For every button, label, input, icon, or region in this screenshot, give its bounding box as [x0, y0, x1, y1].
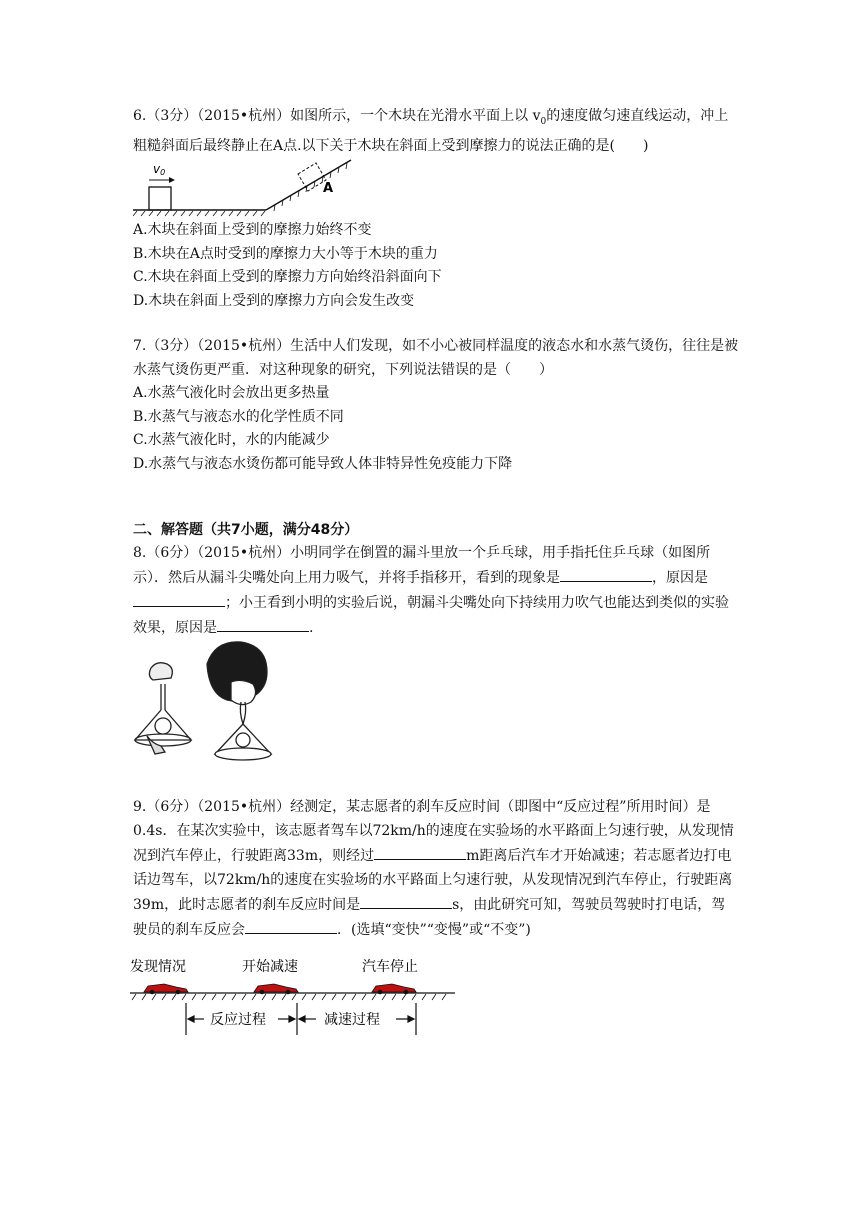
label-car-stopped: 汽车停止 [362, 959, 418, 975]
label-deceleration-process: 减速过程 [324, 1012, 380, 1028]
q6-option-a[interactable]: A.木块在斜面上受到的摩擦力始终不变 [133, 222, 372, 238]
label-found-situation: 发现情况 [130, 959, 186, 975]
label-reaction-process: 反应过程 [210, 1012, 266, 1028]
q8-answer-blank-1[interactable] [560, 565, 652, 582]
velocity-label: v0 [153, 162, 166, 177]
question-7-stem: 7.（3分）（2015•杭州）生活中人们发现，如不小心被同样温度的液态水和水蒸气烫伤，往往是被水蒸气烫伤更严重．对这种现象的研究，下列说法错误的是（ ） [133, 338, 739, 378]
section-heading: 二、解答题（共7小题，满分48分） [133, 522, 359, 538]
boy-with-funnel [207, 642, 271, 760]
incline-figure [133, 158, 363, 220]
velocity-arrowhead [169, 177, 175, 183]
q6-option-b[interactable]: B.木块在A点时受到的摩擦力大小等于木块的重力 [133, 245, 438, 262]
question-9-stem [133, 795, 739, 942]
surface-hatching [133, 211, 265, 216]
question-8 [133, 541, 739, 640]
q9-text-4: ．(选填“变快”“变慢”或“不变”) [337, 922, 531, 938]
q7-option-c[interactable]: C.水蒸气液化时，水的内能减少 [133, 432, 330, 448]
road-hatching [132, 994, 446, 1000]
q8-text-3: ；小王看到小明的实验后说，朝漏斗尖嘴处向下持续用力吹气也能达到类似的实验效果，原因是 [133, 595, 729, 636]
q8-text-4: . [309, 620, 314, 636]
q7-option-a[interactable]: A.水蒸气液化时会放出更多热量 [133, 385, 330, 401]
incline-hatching [274, 163, 347, 211]
q6-option-c[interactable]: C.木块在斜面上受到的摩擦力方向始终沿斜面向下 [133, 269, 442, 285]
question-6 [133, 104, 739, 158]
q9-answer-blank-3[interactable] [245, 917, 337, 934]
q8-text-1: 8.（6分）（2015•杭州）小明同学在倒置的漏斗里放一个乒乓球，用手指托住乒乓球（如图所示）．然后从漏斗尖嘴处向上用力吸气，并将手指移开，看到的现象是 [133, 545, 711, 586]
q8-text-2: ，原因是 [652, 570, 708, 586]
braking-process-figure [130, 955, 460, 1040]
q6-option-d[interactable]: D.木块在斜面上受到的摩擦力方向会发生改变 [133, 292, 415, 309]
wooden-block [149, 187, 171, 210]
funnel-experiment-figure [133, 640, 283, 765]
q7-option-b[interactable]: B.水蒸气与液态水的化学性质不同 [133, 408, 344, 425]
q7-option-d[interactable]: D.水蒸气与液态水烫伤都可能导致人体非特异性免疫能力下降 [133, 455, 513, 472]
q9-answer-blank-1[interactable] [374, 843, 466, 860]
q9-text-2: m距离后汽车才开始减速；若志愿者边打电话边驾车，以72km/h的速度在实验场的水平路面上匀速行驶，从发现情况到汽车停止，行驶距离39m，此时志愿者的刹车反应时间是 [133, 848, 733, 913]
label-start-braking: 开始减速 [242, 959, 298, 975]
question-8-stem [133, 541, 739, 640]
q8-answer-blank-3[interactable] [217, 615, 309, 632]
q9-text-3: s，由此研究可知，驾驶员驾驶时打电话，驾驶员的刹车反应会 [133, 897, 726, 938]
hand-held-funnel [135, 663, 191, 754]
q8-answer-blank-2[interactable] [133, 590, 225, 607]
q9-text-1: 9.（6分）（2015•杭州）经测定，某志愿者的刹车反应时间（即图中“反应过程”所用时间）是0.4s．在某次实验中，该志愿者驾车以72km/h的速度在实验场的水平路面上匀速行驶，从发现情况到汽车停止，行驶距离33m，则经过 [133, 799, 734, 864]
question-9 [133, 795, 739, 942]
q6-stem-part-b: 的速度做匀速直线运动，冲上粗糙斜面后最终静止在A点.以下关于木块在斜面上受到摩擦力的说法正确的是( ) [133, 108, 729, 154]
q6-stem-part-a: 6.（3分）（2015•杭州）如图所示，一个木块在光滑水平面上以 v [133, 108, 541, 124]
question-6-options [133, 219, 739, 313]
question-7 [133, 334, 739, 476]
q9-answer-blank-2[interactable] [360, 892, 452, 909]
q6-stem-subscript: 0 [540, 116, 547, 127]
point-a-label: A [323, 181, 334, 196]
question-6-stem [133, 104, 739, 158]
